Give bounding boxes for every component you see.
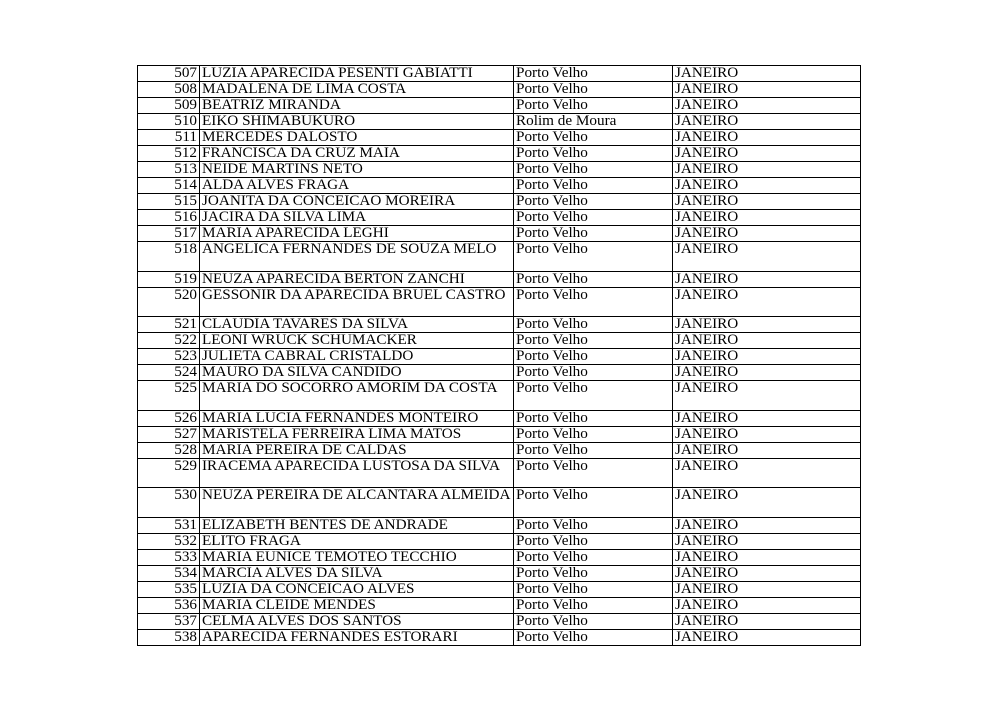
city-cell: Porto Velho [514,210,673,226]
month-cell: JANEIRO [673,613,861,629]
table-row [138,365,861,381]
city-cell: Porto Velho [514,581,673,597]
month-cell: JANEIRO [673,565,861,581]
month-cell: JANEIRO [673,130,861,146]
row-number-cell: 521 [138,317,200,333]
row-number-cell: 529 [138,458,200,488]
name-cell: JOANITA DA CONCEICAO MOREIRA [200,194,514,210]
table-row [138,381,861,411]
table-row [138,162,861,178]
name-cell: MARISTELA FERREIRA LIMA MATOS [200,426,514,442]
month-cell: JANEIRO [673,381,861,411]
month-cell: JANEIRO [673,349,861,365]
city-cell: Porto Velho [514,333,673,349]
row-number-cell: 512 [138,146,200,162]
city-cell: Porto Velho [514,178,673,194]
month-cell: JANEIRO [673,210,861,226]
row-number-cell: 515 [138,194,200,210]
name-cell: EIKO SHIMABUKURO [200,114,514,130]
month-cell: JANEIRO [673,226,861,242]
row-number-cell: 516 [138,210,200,226]
table-row [138,82,861,98]
row-number-cell: 513 [138,162,200,178]
row-number-cell: 517 [138,226,200,242]
city-cell: Porto Velho [514,66,673,82]
row-number-cell: 524 [138,365,200,381]
month-cell: JANEIRO [673,410,861,426]
city-cell: Porto Velho [514,226,673,242]
row-number-cell: 534 [138,565,200,581]
row-number-cell: 514 [138,178,200,194]
row-number-cell: 523 [138,349,200,365]
city-cell: Porto Velho [514,488,673,518]
city-cell: Porto Velho [514,517,673,533]
city-cell: Porto Velho [514,317,673,333]
city-cell: Porto Velho [514,597,673,613]
table-row [138,271,861,287]
table-row [138,488,861,518]
row-number-cell: 522 [138,333,200,349]
name-cell: IRACEMA APARECIDA LUSTOSA DA SILVA [200,458,514,488]
name-cell: JACIRA DA SILVA LIMA [200,210,514,226]
table-row [138,98,861,114]
name-cell: MARIA DO SOCORRO AMORIM DA COSTA [200,381,514,411]
row-number-cell: 538 [138,629,200,645]
roster-table [137,65,861,646]
row-number-cell: 526 [138,410,200,426]
row-number-cell: 537 [138,613,200,629]
name-cell: ANGELICA FERNANDES DE SOUZA MELO [200,242,514,272]
table-row [138,130,861,146]
name-cell: ELITO FRAGA [200,533,514,549]
name-cell: CLAUDIA TAVARES DA SILVA [200,317,514,333]
table-row [138,442,861,458]
table-row [138,333,861,349]
city-cell: Porto Velho [514,162,673,178]
name-cell: MERCEDES DALOSTO [200,130,514,146]
table-row [138,194,861,210]
city-cell: Porto Velho [514,613,673,629]
name-cell: MARIA EUNICE TEMOTEO TECCHIO [200,549,514,565]
row-number-cell: 511 [138,130,200,146]
month-cell: JANEIRO [673,66,861,82]
name-cell: LUZIA DA CONCEICAO ALVES [200,581,514,597]
month-cell: JANEIRO [673,162,861,178]
row-number-cell: 510 [138,114,200,130]
name-cell: MARCIA ALVES DA SILVA [200,565,514,581]
table-row [138,349,861,365]
table-row [138,629,861,645]
name-cell: LUZIA APARECIDA PESENTI GABIATTI [200,66,514,82]
month-cell: JANEIRO [673,629,861,645]
row-number-cell: 507 [138,66,200,82]
row-number-cell: 527 [138,426,200,442]
name-cell: MARIA APARECIDA LEGHI [200,226,514,242]
month-cell: JANEIRO [673,365,861,381]
row-number-cell: 533 [138,549,200,565]
city-cell: Porto Velho [514,410,673,426]
month-cell: JANEIRO [673,271,861,287]
row-number-cell: 525 [138,381,200,411]
table-row [138,242,861,272]
table-row [138,210,861,226]
city-cell: Rolim de Moura [514,114,673,130]
city-cell: Porto Velho [514,533,673,549]
city-cell: Porto Velho [514,381,673,411]
name-cell: APARECIDA FERNANDES ESTORARI [200,629,514,645]
city-cell: Porto Velho [514,287,673,317]
city-cell: Porto Velho [514,365,673,381]
table-row [138,565,861,581]
city-cell: Porto Velho [514,271,673,287]
city-cell: Porto Velho [514,242,673,272]
name-cell: MARIA CLEIDE MENDES [200,597,514,613]
month-cell: JANEIRO [673,581,861,597]
name-cell: JULIETA CABRAL CRISTALDO [200,349,514,365]
month-cell: JANEIRO [673,426,861,442]
city-cell: Porto Velho [514,629,673,645]
city-cell: Porto Velho [514,194,673,210]
row-number-cell: 528 [138,442,200,458]
city-cell: Porto Velho [514,82,673,98]
name-cell: MAURO DA SILVA CANDIDO [200,365,514,381]
city-cell: Porto Velho [514,549,673,565]
month-cell: JANEIRO [673,194,861,210]
row-number-cell: 532 [138,533,200,549]
city-cell: Porto Velho [514,130,673,146]
row-number-cell: 536 [138,597,200,613]
table-row [138,549,861,565]
city-cell: Porto Velho [514,442,673,458]
table-row [138,114,861,130]
row-number-cell: 518 [138,242,200,272]
name-cell: BEATRIZ MIRANDA [200,98,514,114]
name-cell: ALDA ALVES FRAGA [200,178,514,194]
row-number-cell: 509 [138,98,200,114]
city-cell: Porto Velho [514,426,673,442]
row-number-cell: 508 [138,82,200,98]
name-cell: ELIZABETH BENTES DE ANDRADE [200,517,514,533]
city-cell: Porto Velho [514,458,673,488]
city-cell: Porto Velho [514,565,673,581]
table-row [138,178,861,194]
table-row [138,146,861,162]
table-row [138,581,861,597]
month-cell: JANEIRO [673,488,861,518]
city-cell: Porto Velho [514,98,673,114]
city-cell: Porto Velho [514,349,673,365]
month-cell: JANEIRO [673,82,861,98]
month-cell: JANEIRO [673,178,861,194]
month-cell: JANEIRO [673,442,861,458]
row-number-cell: 519 [138,271,200,287]
row-number-cell: 535 [138,581,200,597]
month-cell: JANEIRO [673,549,861,565]
city-cell: Porto Velho [514,146,673,162]
row-number-cell: 530 [138,488,200,518]
name-cell: CELMA ALVES DOS SANTOS [200,613,514,629]
month-cell: JANEIRO [673,517,861,533]
table-row [138,597,861,613]
table-row [138,517,861,533]
row-number-cell: 531 [138,517,200,533]
table-row [138,66,861,82]
table-row [138,317,861,333]
month-cell: JANEIRO [673,146,861,162]
name-cell: NEIDE MARTINS NETO [200,162,514,178]
month-cell: JANEIRO [673,333,861,349]
name-cell: FRANCISCA DA CRUZ MAIA [200,146,514,162]
month-cell: JANEIRO [673,114,861,130]
roster-table-body [138,66,861,646]
name-cell: NEUZA PEREIRA DE ALCANTARA ALMEIDA [200,488,514,518]
table-row [138,287,861,317]
month-cell: JANEIRO [673,597,861,613]
name-cell: MARIA LUCIA FERNANDES MONTEIRO [200,410,514,426]
row-number-cell: 520 [138,287,200,317]
month-cell: JANEIRO [673,242,861,272]
name-cell: LEONI WRUCK SCHUMACKER [200,333,514,349]
month-cell: JANEIRO [673,533,861,549]
table-row [138,458,861,488]
month-cell: JANEIRO [673,458,861,488]
table-row [138,613,861,629]
name-cell: MARIA PEREIRA DE CALDAS [200,442,514,458]
table-row [138,410,861,426]
name-cell: MADALENA DE LIMA COSTA [200,82,514,98]
table-row [138,426,861,442]
table-row [138,226,861,242]
table-row [138,533,861,549]
name-cell: NEUZA APARECIDA BERTON ZANCHI [200,271,514,287]
month-cell: JANEIRO [673,98,861,114]
name-cell: GESSONIR DA APARECIDA BRUEL CASTRO [200,287,514,317]
month-cell: JANEIRO [673,317,861,333]
month-cell: JANEIRO [673,287,861,317]
